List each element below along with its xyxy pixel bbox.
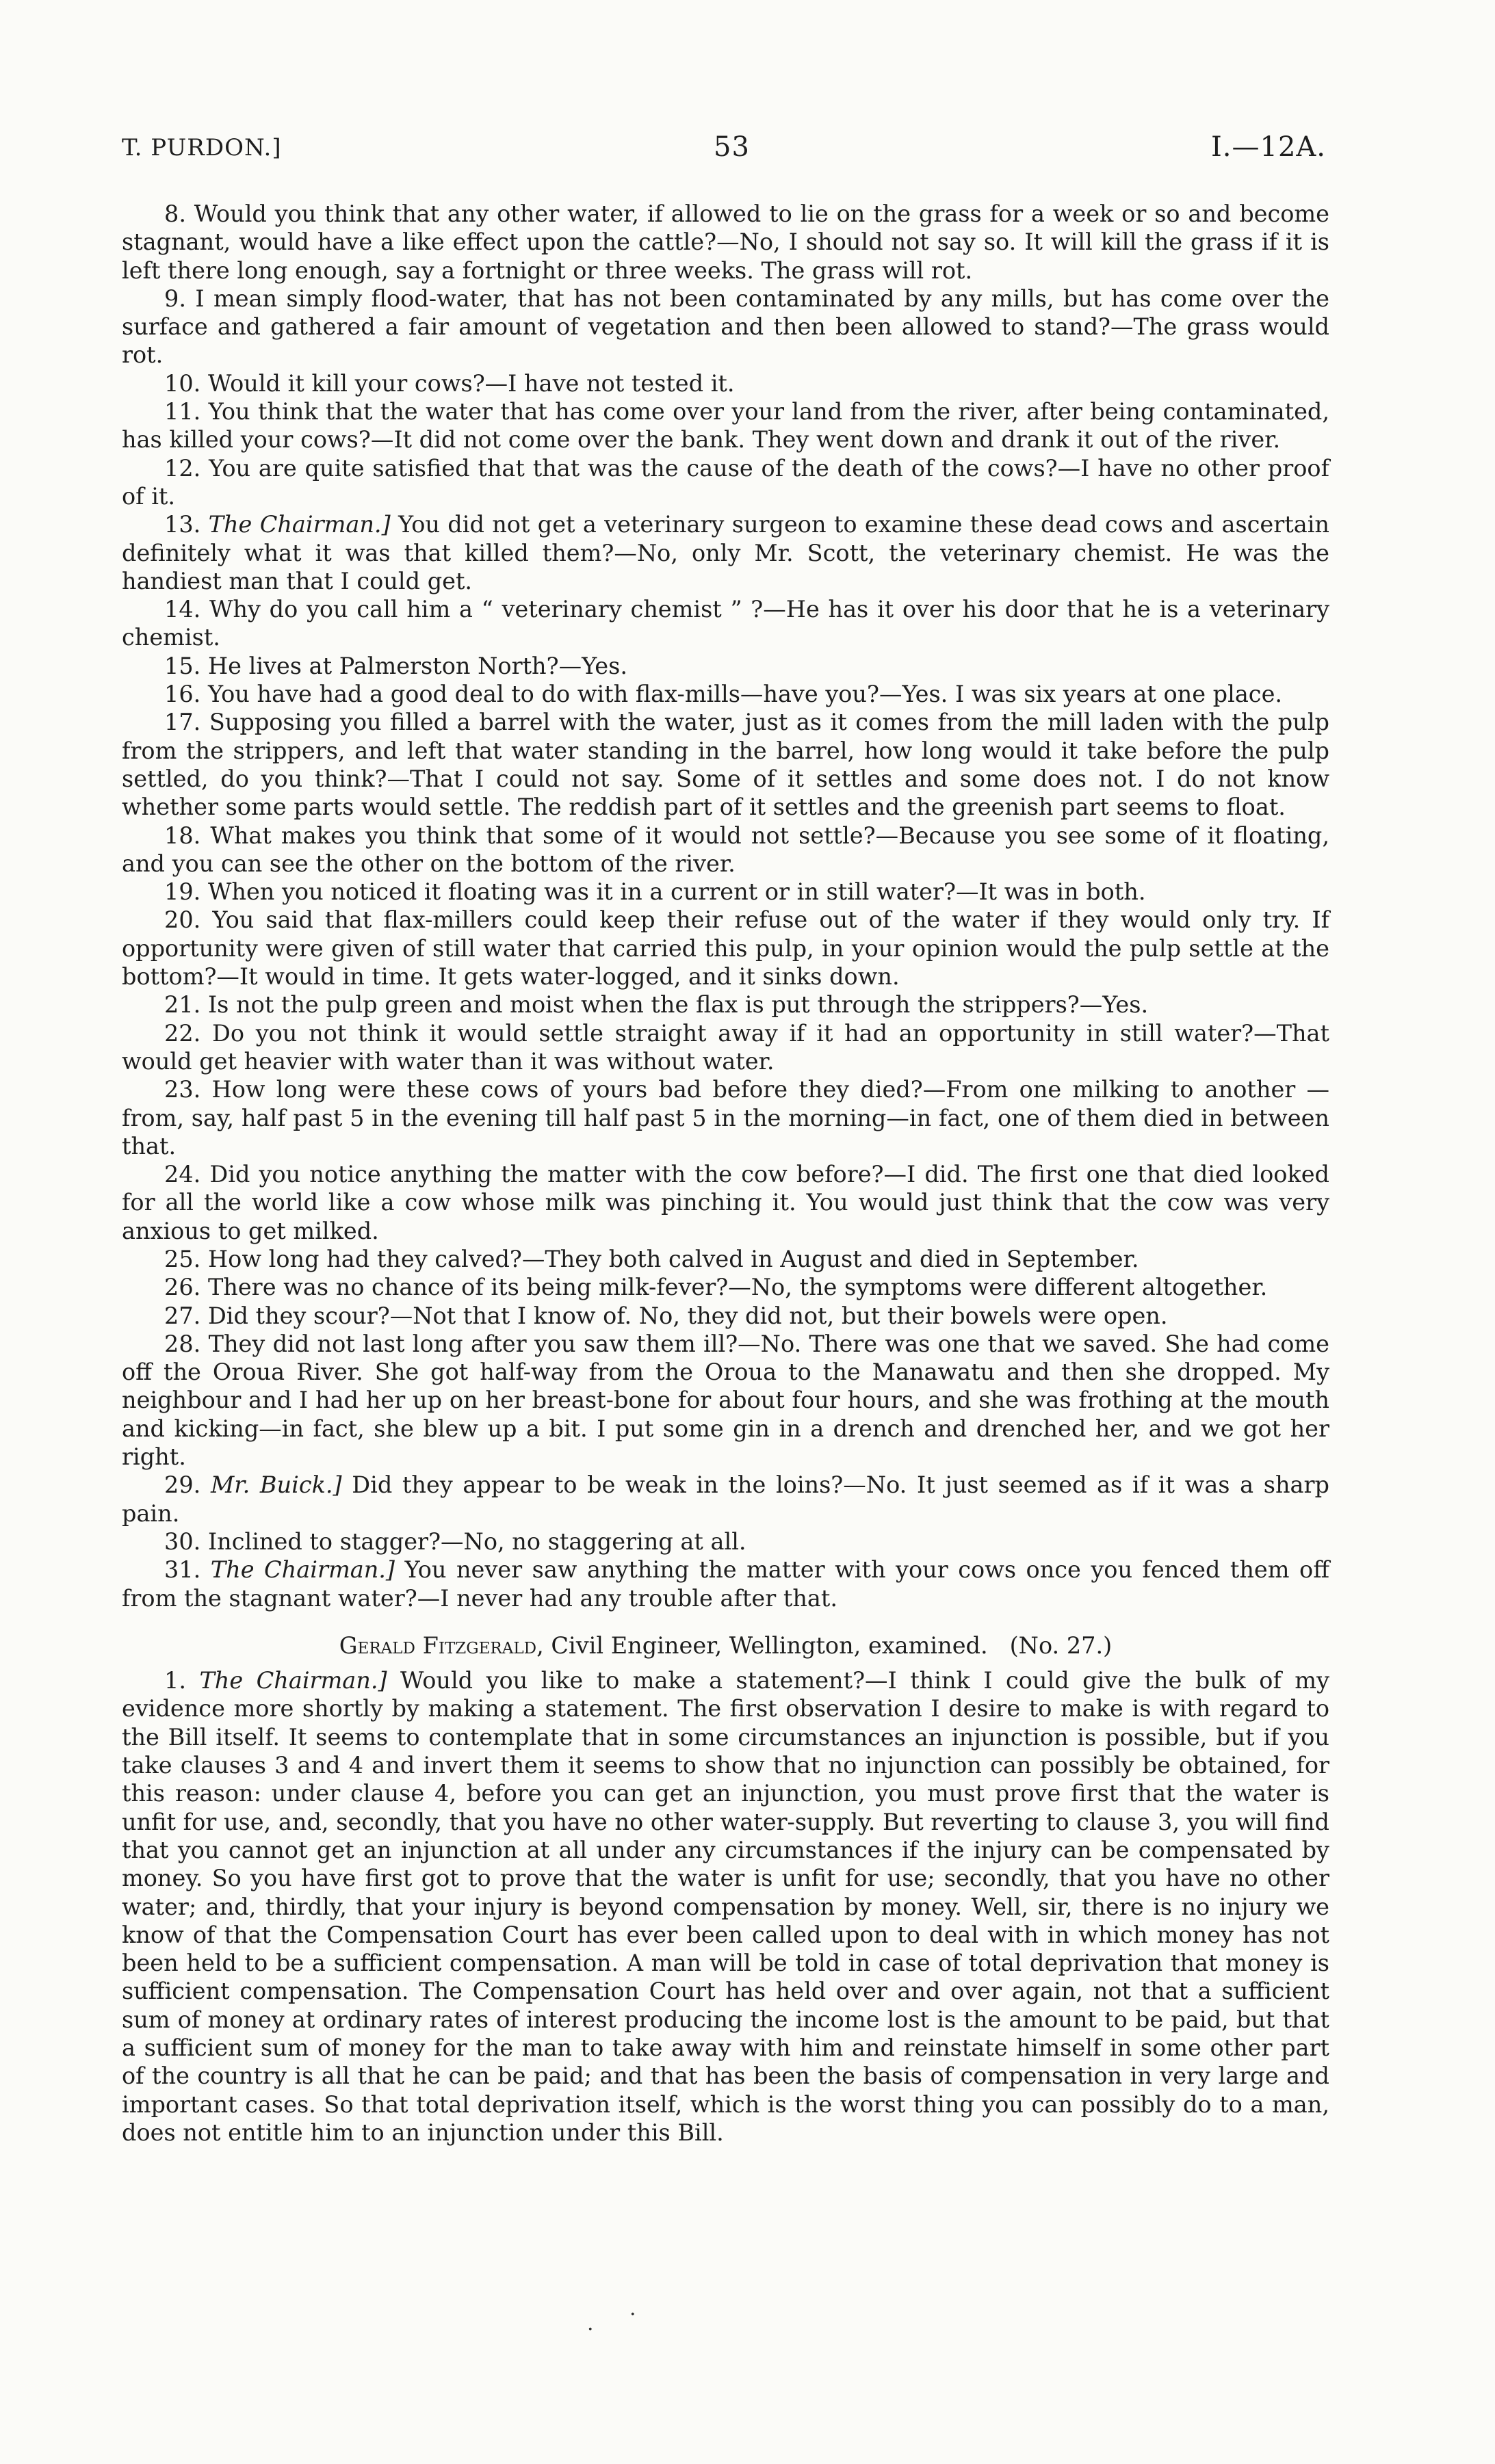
question-number: 27. <box>164 1302 201 1329</box>
question-number: 11. <box>164 398 201 425</box>
testimony-paragraph <box>122 1330 1329 1471</box>
testimony-paragraph <box>122 200 1329 285</box>
speaker-label: The Chairman.] <box>210 1556 395 1584</box>
question-number: 12. <box>164 454 201 482</box>
testimony-paragraph <box>122 1245 1329 1273</box>
testimony-list <box>122 200 1329 1612</box>
testimony-paragraph <box>122 1556 1329 1612</box>
testimony-text: You are quite satisfied that that was the cause of the death of the cows?—I have no other proof of it. <box>122 454 1329 510</box>
speaker-label: Mr. Buick.] <box>210 1471 342 1499</box>
testimony-paragraph <box>122 878 1329 906</box>
testimony-paragraph <box>122 708 1329 821</box>
testimony-paragraph <box>122 1019 1329 1076</box>
stray-dot-mark: · <box>629 2303 636 2327</box>
testimony-paragraph <box>122 454 1329 511</box>
testimony-paragraph <box>122 652 1329 680</box>
question-number: 9. <box>164 285 186 312</box>
question-number: 10. <box>164 369 201 397</box>
question-number: 23. <box>164 1076 201 1103</box>
testimony-paragraph <box>122 285 1329 369</box>
testimony-text: You have had a good deal to do with flax-mills—have you?—Yes. I was six years at one place. <box>207 681 1283 708</box>
testimony-text: When you noticed it floating was it in a current or in still water?—It was in both. <box>207 878 1146 906</box>
testimony-paragraph <box>122 1302 1329 1330</box>
question-number: 15. <box>164 652 201 679</box>
question-number: 19. <box>164 878 201 906</box>
testimony-paragraph <box>122 906 1329 991</box>
testimony-text: Would you think that any other water, if allowed to lie on the grass for a week or so and become stagnant, would have a like effect upon the cattle?—No, I should not say so. It will kill the grass if it is left there long enough, say a fortnight or three weeks. The grass will rot. <box>122 200 1329 284</box>
testimony-text: Supposing you filled a barrel with the water, just as it comes from the mill laden with the pulp from the strippers, and left that water standing in the barrel, how long would it take before the pulp settled, do you think?—That I could not say. Some of it settles and some does not. I do not know whether some parts would settle. The reddish part of it settles and the greenish part seems to float. <box>122 709 1329 821</box>
header-witness-name: T. PURDON.] <box>122 134 282 161</box>
testimony-paragraph <box>122 397 1329 454</box>
page-number: 53 <box>714 131 750 163</box>
testimony-paragraph <box>122 510 1329 595</box>
testimony-text: I mean simply flood-water, that has not been contaminated by any mills, but has come over the surface and gathered a fair amount of vegetation and then been allowed to stand?—The grass would rot. <box>122 285 1329 369</box>
question-number: 25. <box>164 1245 201 1272</box>
testimony-paragraph <box>122 1273 1329 1301</box>
question-number: 8. <box>164 200 186 227</box>
testimony-text: What makes you think that some of it would not settle?—Because you see some of it floating, and you can see the other on the bottom of the river. <box>122 822 1329 877</box>
testimony-paragraph <box>122 991 1329 1019</box>
testimony-text: Did you notice anything the matter with the cow before?—I did. The first one that died looked for all the world like a cow whose milk was pinching it. You would just think that the cow was very anxious to get milked. <box>122 1161 1329 1244</box>
testimony-text: How long had they calved?—They both calved in August and died in September. <box>207 1245 1139 1272</box>
testimony-paragraph <box>122 1471 1329 1528</box>
testimony-text: Would you like to make a statement?—I think I could give the bulk of my evidence more shortly by making a statement. The first observation I desire to make is with regard to the Bill itself. It seems to contemplate that in some circumstances an injunction is possible, but if you take clauses 3 and 4 and invert them it seems to show that no injunction can possibly be obtained, for this reason: under clause 4, before you can get an injunction, you must prove first that the water is unfit for use, and, secondly, that you have no other water-supply. But reverting to clause 3, you will find that you cannot get an injunction at all under any circumstances if the injury can be compensated by money. So you have first got to prove that the water is unfit for use; secondly, that you have no other water; and, thirdly, that your injury is beyond compensation by money. Well, sir, there is no injury we know of that the Compensation Court has ever been called upon to deal with in which money has not been held to be a sufficient compensation. A man will be told in case of total deprivation that money is sufficient compensation. The Compensation Court has held over and over again, not that a sufficient sum of money at ordinary rates of interest producing the income lost is the amount to be paid, but that a sufficient sum of money for the man to take away with him and reinstate himself in some other part of the country is all that he can be paid; and that has been the basis of compensation in very large and important cases. So that total deprivation itself, which is the worst thing you can possibly do to a man, does not entitle him to an injunction under this Bill. <box>122 1667 1329 2146</box>
question-number: 18. <box>164 822 201 849</box>
testimony-text: He lives at Palmerston North?—Yes. <box>207 652 627 679</box>
testimony-paragraph <box>122 1666 1329 2147</box>
testimony-paragraph <box>122 1160 1329 1245</box>
testimony-text: Is not the pulp green and moist when the flax is put through the strippers?—Yes. <box>207 991 1149 1019</box>
testimony-text: You said that flax-millers could keep their refuse out of the water if they would only try. If opportunity were given of still water that carried this pulp, in your opinion would the pulp settle at the bottom?—It would in time. It gets water-logged, and it sinks down. <box>122 906 1329 991</box>
testimony-text: There was no chance of its being milk-fever?—No, the symptoms were different altogether. <box>207 1274 1268 1301</box>
testimony-text: You think that the water that has come over your land from the river, after being contaminated, has killed your cows?—It did not come over the bank. They went down and drank it out of the river. <box>122 398 1329 454</box>
testimony-paragraph <box>122 822 1329 878</box>
testimony-paragraph <box>122 1075 1329 1160</box>
question-number: 14. <box>164 596 201 623</box>
question-number: 13. <box>164 511 201 538</box>
testimony-text: Inclined to stagger?—No, no staggering at all. <box>207 1528 746 1555</box>
testimony-paragraph <box>122 369 1329 397</box>
testimony-text: Did they scour?—Not that I know of. No, they did not, but their bowels were open. <box>207 1302 1168 1329</box>
question-number: 28. <box>164 1330 201 1357</box>
witness-testimony-list <box>122 1666 1329 2147</box>
question-number: 22. <box>164 1019 201 1047</box>
question-number: 1. <box>164 1667 186 1694</box>
speaker-label: The Chairman.] <box>208 511 391 538</box>
witness-heading <box>122 1631 1329 1660</box>
question-number: 26. <box>164 1274 201 1301</box>
testimony-text: Would it kill your cows?—I have not tested it. <box>207 369 735 397</box>
testimony-text: How long were these cows of yours bad before they died?—From one milking to another —from, say, half past 5 in the evening till half past 5 in the morning—in fact, one of them died in between that. <box>122 1076 1329 1159</box>
witness-name: Gerald Fitzgerald <box>339 1631 537 1659</box>
witness-number: (No. 27.) <box>1009 1631 1113 1659</box>
testimony-paragraph <box>122 595 1329 652</box>
question-number: 31. <box>164 1556 201 1584</box>
question-number: 21. <box>164 991 201 1019</box>
testimony-text: Do you not think it would settle straight away if it had an opportunity in still water?—That would get heavier with water than it was without water. <box>122 1019 1329 1075</box>
question-number: 24. <box>164 1161 201 1188</box>
testimony-text: Why do you call him a “ veterinary chemist ” ?—He has it over his door that he is a veterinary chemist. <box>122 596 1329 651</box>
testimony-paragraph <box>122 1528 1329 1556</box>
page-header <box>122 131 1326 175</box>
stray-dot-mark: · <box>587 2318 594 2342</box>
question-number: 17. <box>164 709 201 736</box>
witness-description: , Civil Engineer, Wellington, examined. <box>536 1631 988 1659</box>
document-reference: I.—12A. <box>1210 131 1326 163</box>
page-body <box>122 200 1329 2147</box>
testimony-text: Did they appear to be weak in the loins?—No. It just seemed as if it was a sharp pain. <box>122 1471 1329 1527</box>
question-number: 29. <box>164 1471 201 1499</box>
question-number: 20. <box>164 906 201 934</box>
testimony-text: You never saw anything the matter with your cows once you fenced them off from the stagnant water?—I never had any trouble after that. <box>122 1556 1329 1612</box>
speaker-label: The Chairman.] <box>199 1667 387 1694</box>
testimony-text: They did not last long after you saw them ill?—No. There was one that we saved. She had come off the Oroua River. She got half-way from the Oroua to the Manawatu and then she dropped. My neighbour and I had her up on her breast-bone for about four hours, and she was frothing at the mouth and kicking—in fact, she blew up a bit. I put some gin in a drench and drenched her, and we got her right. <box>122 1330 1329 1471</box>
testimony-text: You did not get a veterinary surgeon to examine these dead cows and ascertain definitely what it was that killed them?—No, only Mr. Scott, the veterinary chemist. He was the handiest man that I could get. <box>122 511 1329 594</box>
question-number: 16. <box>164 681 201 708</box>
testimony-paragraph <box>122 680 1329 708</box>
question-number: 30. <box>164 1528 201 1555</box>
